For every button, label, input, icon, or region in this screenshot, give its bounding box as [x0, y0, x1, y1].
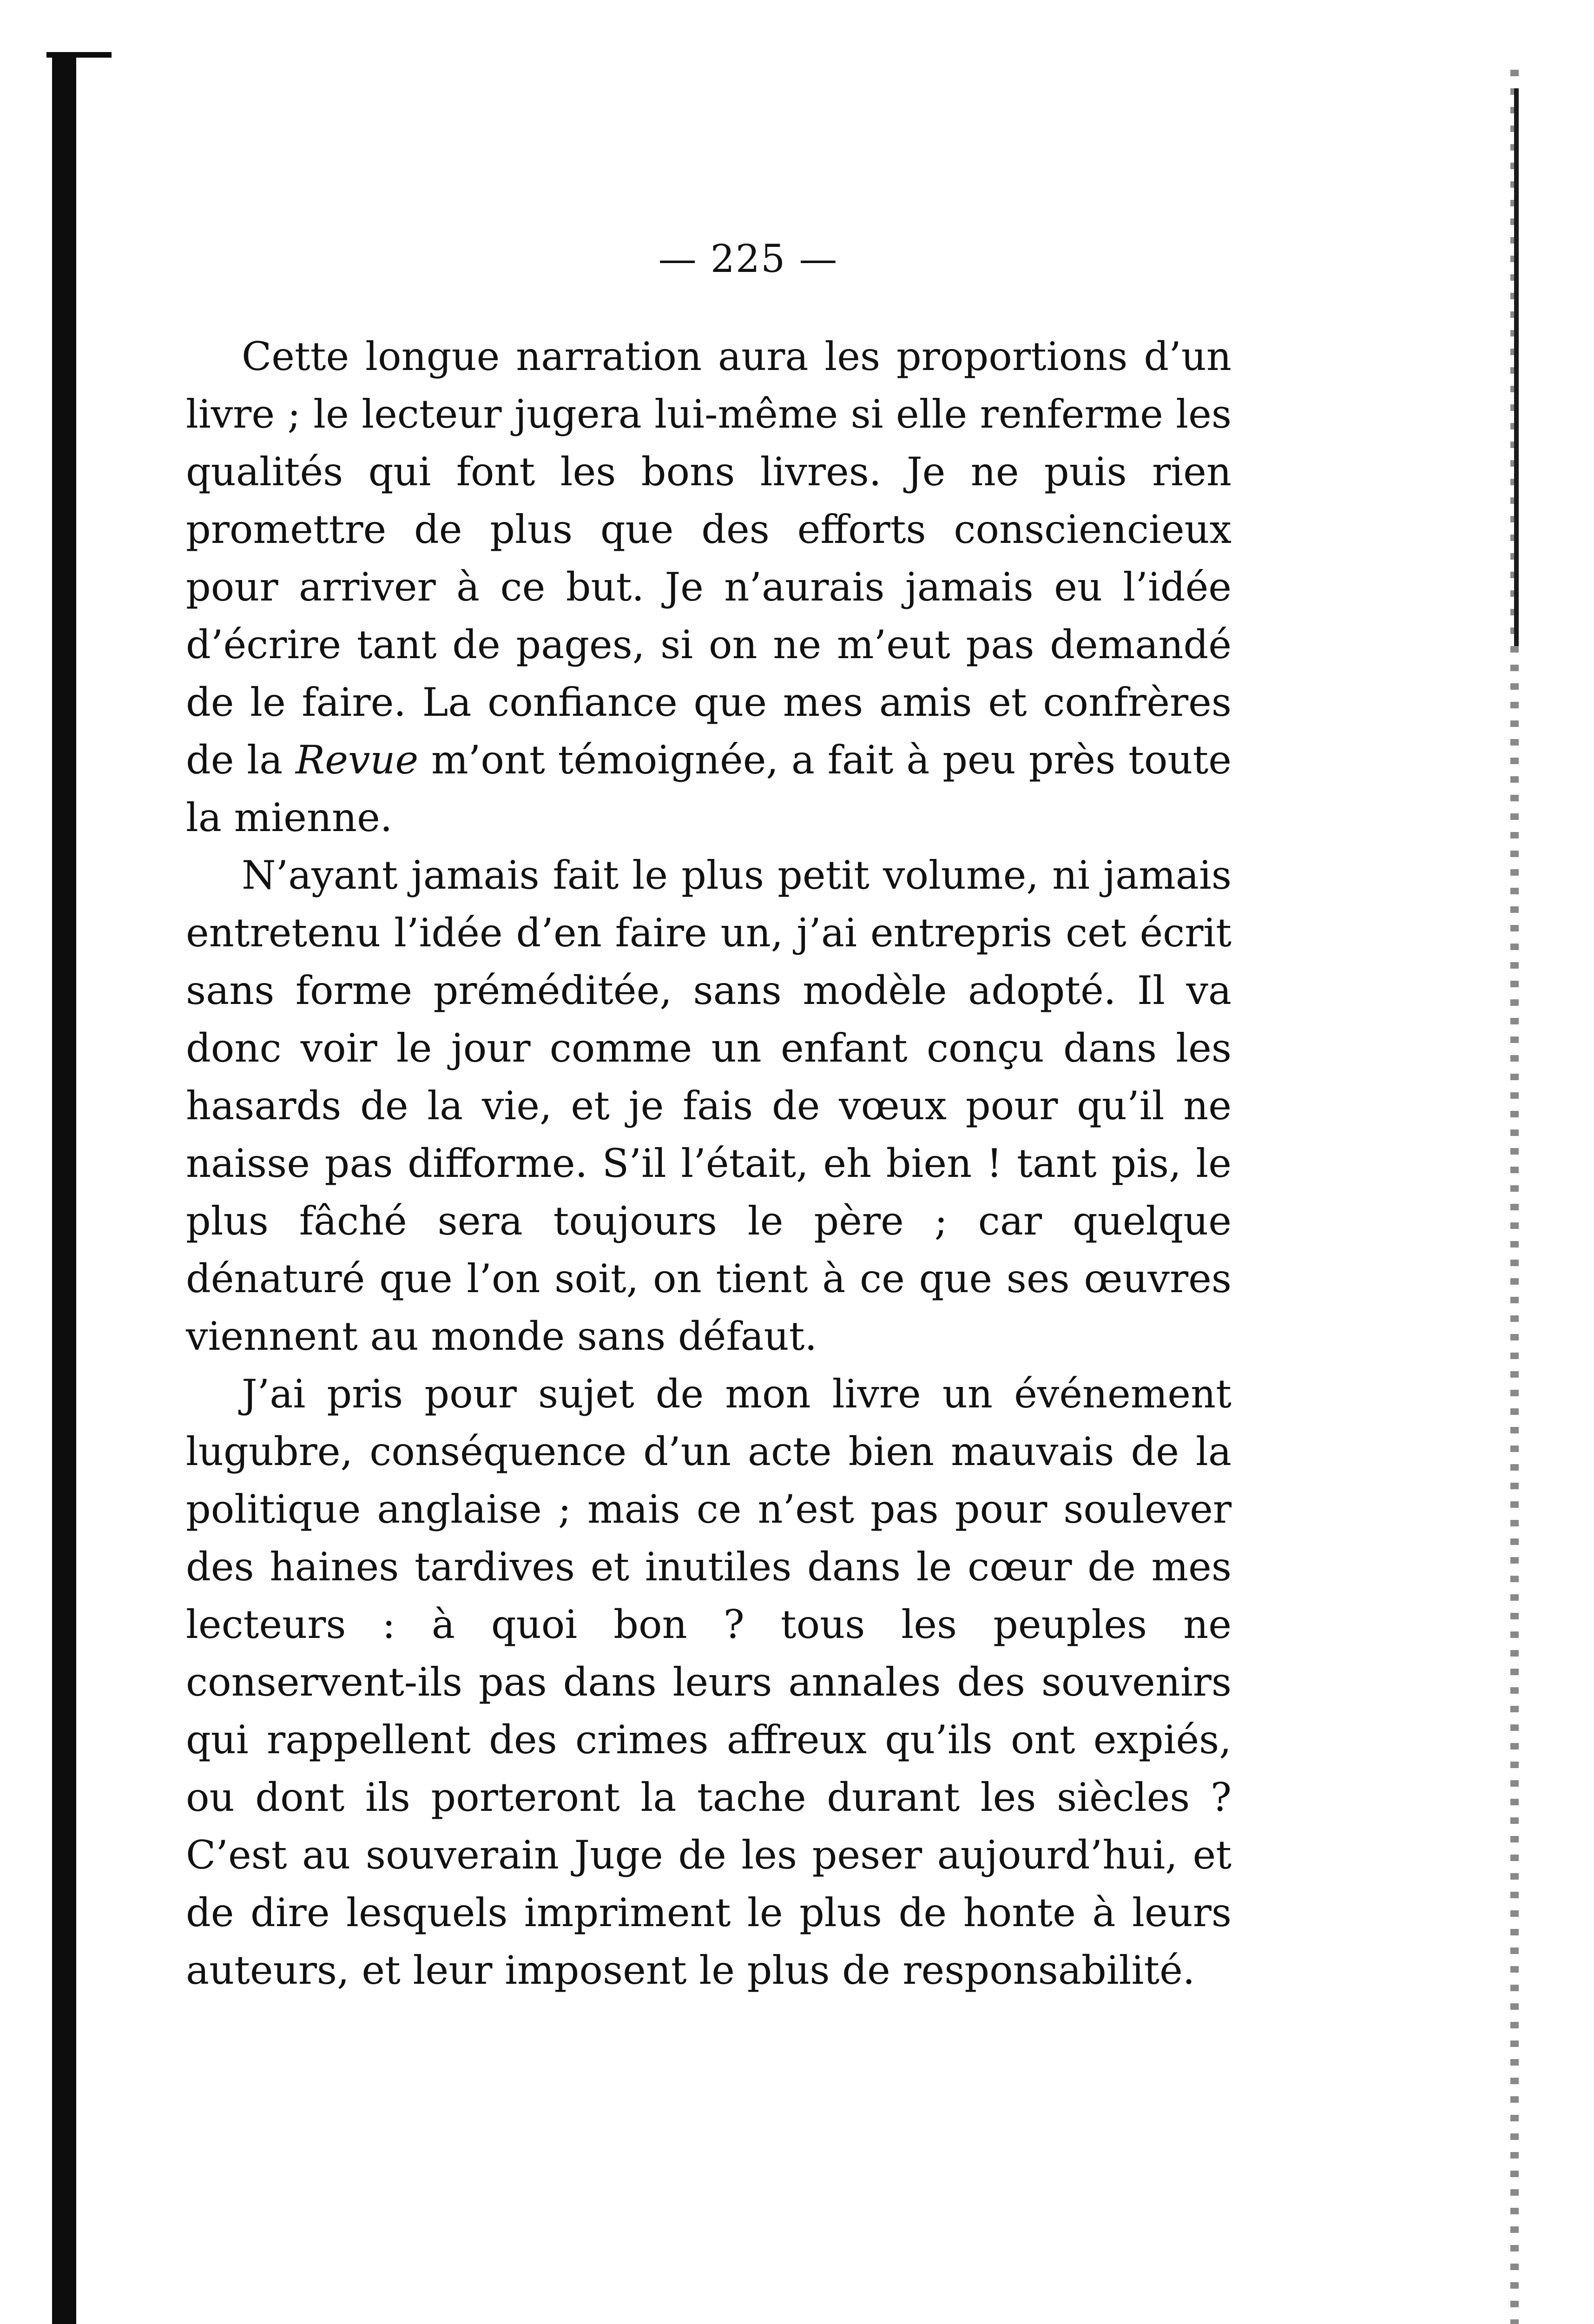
binding-edge-shadow	[52, 55, 76, 2324]
paragraph-3: J’ai pris pour sujet de mon livre un événement lugubre, conséquence d’un acte bien mauvais de la politique anglaise ; mais ce n’est pas pour soulever des haines tardives et inutiles dans le cœur de mes lecteurs : à quoi bon ? tous les peuples ne conservent-ils pas dans leurs annales des souvenirs qui rappellent des crimes affreux qu’ils ont expiés, ou dont ils porteront la tache durant les siècles ? C’est au souverain Juge de les peser aujourd’hui, et de dire lesquels impriment le plus de honte à leurs auteurs, et leur imposent le plus de responsabilité.	[186, 1371, 1232, 1993]
paragraph-1-text-before: Cette longue narration aura les proportions d’un livre ; le lecteur jugera lui-même si elle renferme les qualités qui font les bons livres. Je ne puis rien promettre de plus que des efforts consciencieux pour arriver à ce but. Je n’aurais jamais eu l’idée d’écrire tant de pages, si on ne m’eut pas demandé de le faire. La confiance que mes amis et confrères de la	[186, 334, 1232, 783]
right-page-edge-dark	[1514, 88, 1519, 646]
paragraph-1-italic-title: Revue	[296, 737, 419, 783]
paragraph-1	[186, 328, 1232, 846]
page-number: — 225 —	[658, 237, 838, 281]
body-text	[186, 328, 1232, 1999]
paragraph-2: N’ayant jamais fait le plus petit volume, ni jamais entretenu l’idée d’en faire un, j’ai entrepris cet écrit sans forme préméditée, sans modèle adopté. Il va donc voir le jour comme un enfant conçu dans les hasards de la vie, et je fais de vœux pour qu’il ne naisse pas difforme. S’il l’était, eh bien ! tant pis, le plus fâché sera toujours le père ; car quelque dénaturé que l’on soit, on tient à ce que ses œuvres viennent au monde sans défaut.	[186, 852, 1232, 1359]
paragraph-1-text-after: m’ont témoignée, a fait à peu près toute la mienne.	[186, 737, 1232, 840]
